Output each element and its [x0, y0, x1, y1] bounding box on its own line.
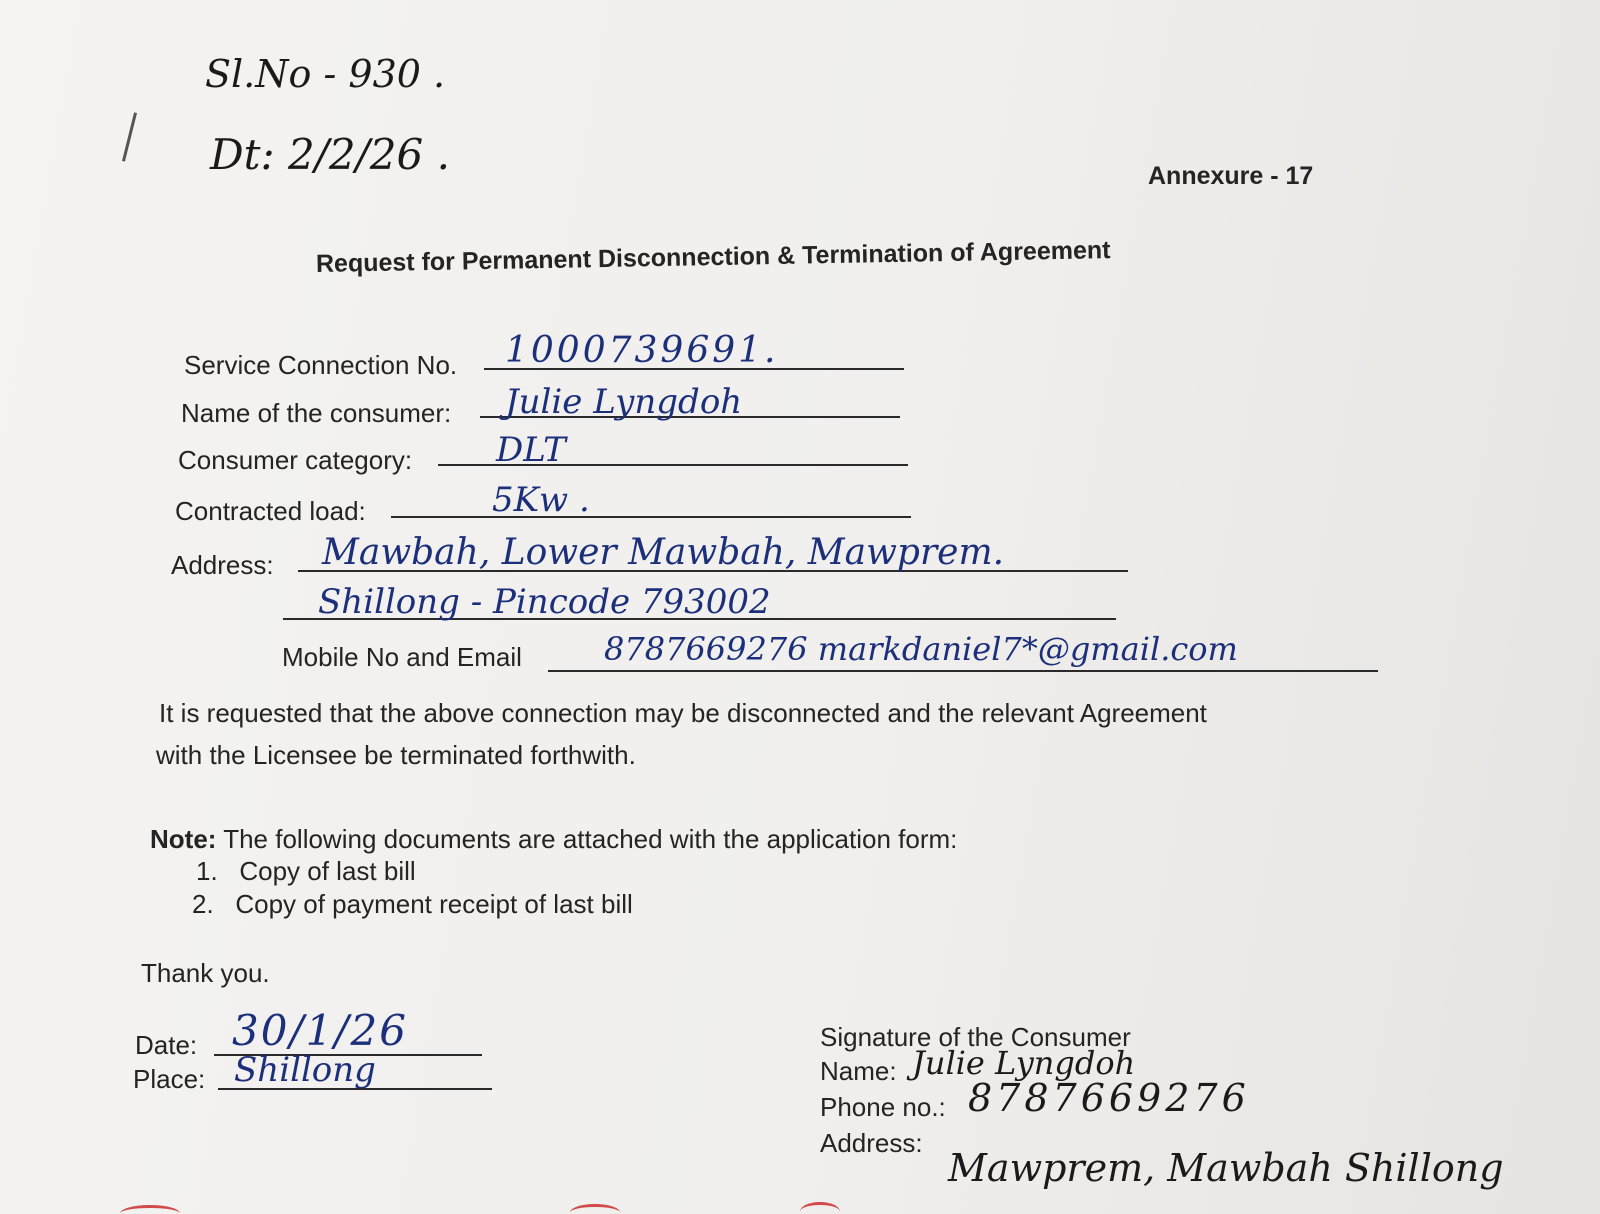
signature-phone-label: Phone no.:: [820, 1092, 946, 1122]
red-ink-mark: [120, 1205, 180, 1214]
signature-phone-value: 8787669276: [968, 1076, 1250, 1120]
service-connection-label: Service Connection No.: [184, 350, 458, 380]
note-text: The following documents are attached with the application form:: [223, 824, 958, 854]
annexure-label: Annexure - 17: [1148, 162, 1314, 190]
note-label: Note:: [150, 824, 217, 854]
signature-address-label: Address:: [820, 1128, 923, 1158]
date-label: Date:: [135, 1030, 198, 1060]
request-text-line-1: It is requested that the above connection may be disconnected and the relevant Agreement: [159, 698, 1207, 728]
mobile-email-underline: [548, 670, 1378, 672]
margin-tick-mark: [122, 112, 137, 161]
signature-heading: Signature of the Consumer: [820, 1022, 1131, 1052]
list-item-text: Copy of last bill: [239, 856, 416, 886]
note-list-item: [192, 889, 633, 920]
marginal-serial-number: Sl.No - 930 .: [205, 52, 446, 96]
consumer-name-value: Julie Lyngdoh: [505, 382, 743, 422]
place-value: Shillong: [234, 1050, 376, 1090]
service-connection-value: 1000739691.: [505, 330, 779, 371]
list-item-text: Copy of payment receipt of last bill: [235, 889, 633, 919]
address-label: Address:: [171, 550, 274, 580]
note-list-item: [196, 856, 416, 887]
address-line-2: Shillong - Pincode 793002: [318, 582, 771, 622]
list-item-number: 2.: [192, 889, 214, 919]
thank-you-text: Thank you.: [141, 958, 270, 988]
note-paragraph: [150, 824, 957, 855]
consumer-category-value: DLT: [496, 430, 566, 470]
consumer-category-label: Consumer category:: [178, 445, 413, 475]
contracted-load-value: 5Kw .: [492, 480, 590, 520]
red-ink-mark: [800, 1202, 840, 1214]
signature-name-label: Name:: [820, 1056, 897, 1086]
signature-address-value: Mawprem, Mawbah Shillong: [948, 1146, 1504, 1190]
contracted-load-label: Contracted load:: [175, 496, 366, 526]
red-ink-mark: [570, 1204, 620, 1214]
place-label: Place:: [133, 1064, 206, 1094]
date-value: 30/1/26: [232, 1006, 408, 1055]
mobile-email-value: 8787669276 markdaniel7*@gmail.com: [604, 630, 1238, 668]
list-item-number: 1.: [196, 856, 218, 886]
mobile-email-label: Mobile No and Email: [282, 642, 522, 672]
contracted-load-underline: [391, 516, 911, 518]
signature-name-value: Julie Lyngdoh: [912, 1044, 1136, 1082]
form-title: Request for Permanent Disconnection & Termination of Agreement: [315, 236, 1111, 278]
address-line-1: Mawbah, Lower Mawbah, Mawprem.: [322, 532, 1005, 573]
marginal-date: Dt: 2/2/26 .: [210, 130, 450, 179]
request-text-line-2: with the Licensee be terminated forthwith.: [156, 740, 636, 770]
consumer-name-label: Name of the consumer:: [181, 398, 452, 428]
